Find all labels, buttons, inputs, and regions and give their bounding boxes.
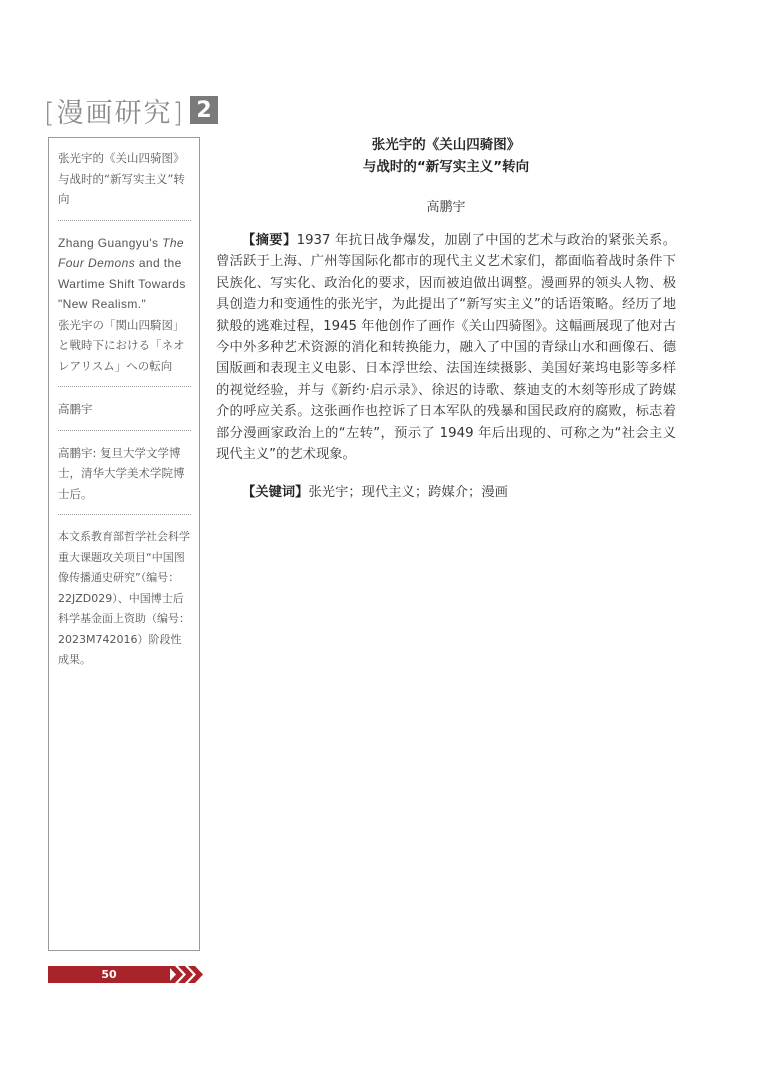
divider xyxy=(58,386,191,387)
section-number-badge: 2 xyxy=(190,96,218,124)
keywords xyxy=(216,482,676,503)
keywords-text: 张光宇；现代主义；跨媒介；漫画 xyxy=(308,485,508,501)
page-number: 50 xyxy=(101,968,117,981)
section-header xyxy=(44,92,218,128)
title-en-italic: The Four Demons xyxy=(58,235,184,270)
divider xyxy=(58,430,191,431)
chevron-right-icon xyxy=(168,966,204,983)
abstract-label: 【摘要】 xyxy=(242,233,297,248)
article-title-line2: 与战时的“新写实主义”转向 xyxy=(362,159,530,175)
article-title-line1: 张光宇的《关山四骑图》 xyxy=(371,137,521,153)
title-en-suffix: and the Wartime Shift Towards "New Realism." xyxy=(58,256,186,311)
divider xyxy=(58,514,191,515)
section-title: [漫画研究] xyxy=(44,97,186,129)
article-body xyxy=(216,134,676,504)
sidebar-title-en xyxy=(58,233,191,315)
page-number-bar xyxy=(48,966,170,983)
sidebar-title-jp: 张光宇の「関山四騎図」と戦時下における「ネオレアリスム」への転向 xyxy=(58,317,185,373)
sidebar-funding-note: 本文系教育部哲学社会科学重大课题攻关项目“中国图像传播通史研究”（编号：22JZD029）、中国博士后科学基金面上资助（编号：2023M742016）阶段性成果。 xyxy=(58,530,190,666)
divider xyxy=(58,220,191,221)
title-en-prefix: Zhang Guangyu's xyxy=(58,235,163,250)
sidebar-author-bio: 高鹏宇: 复旦大学文学博士，清华大学美术学院博士后。 xyxy=(58,445,185,501)
abstract-text: 1937 年抗日战争爆发，加剧了中国的艺术与政治的紧张关系。曾活跃于上海、广州等国际化都市的现代主义艺术家们，都面临着战时条件下民族化、写实化、政治化的要求，因而被迫做出调整。漫画界的领头人物、极具创造力和变通性的张光宇，为此提出了“新写实主义”的话语策略。经历了地狱般的逃难过程，1945 年他创作了画作《关山四骑图》。这幅画展现了他对古今中外多种艺术资源的消化和转换能力，融入了中国的青绿山水和画像石、德国版画和表现主义电影、日本浮世绘、法国连续摄影、美国好莱坞电影等多样的视觉经验，并与《新约·启示录》、徐迟的诗歌、蔡迪支的木刻等形成了跨媒介的呼应关系。这张画作也控诉了日本军队的残暴和国民政府的腐败，标志着部分漫画家政治上的“左转”，预示了 1949 年后出现的、可称之为“社会主义现代主义”的艺术现象。 xyxy=(216,233,677,463)
keywords-label: 【关键词】 xyxy=(242,485,309,501)
sidebar xyxy=(48,137,200,951)
sidebar-author: 高鹏宇 xyxy=(58,402,93,416)
sidebar-title-cn: 张光宇的《关山四骑图》与战时的“新写实主义”转向 xyxy=(58,151,185,206)
abstract xyxy=(216,230,676,465)
article-author: 高鹏宇 xyxy=(426,200,466,215)
